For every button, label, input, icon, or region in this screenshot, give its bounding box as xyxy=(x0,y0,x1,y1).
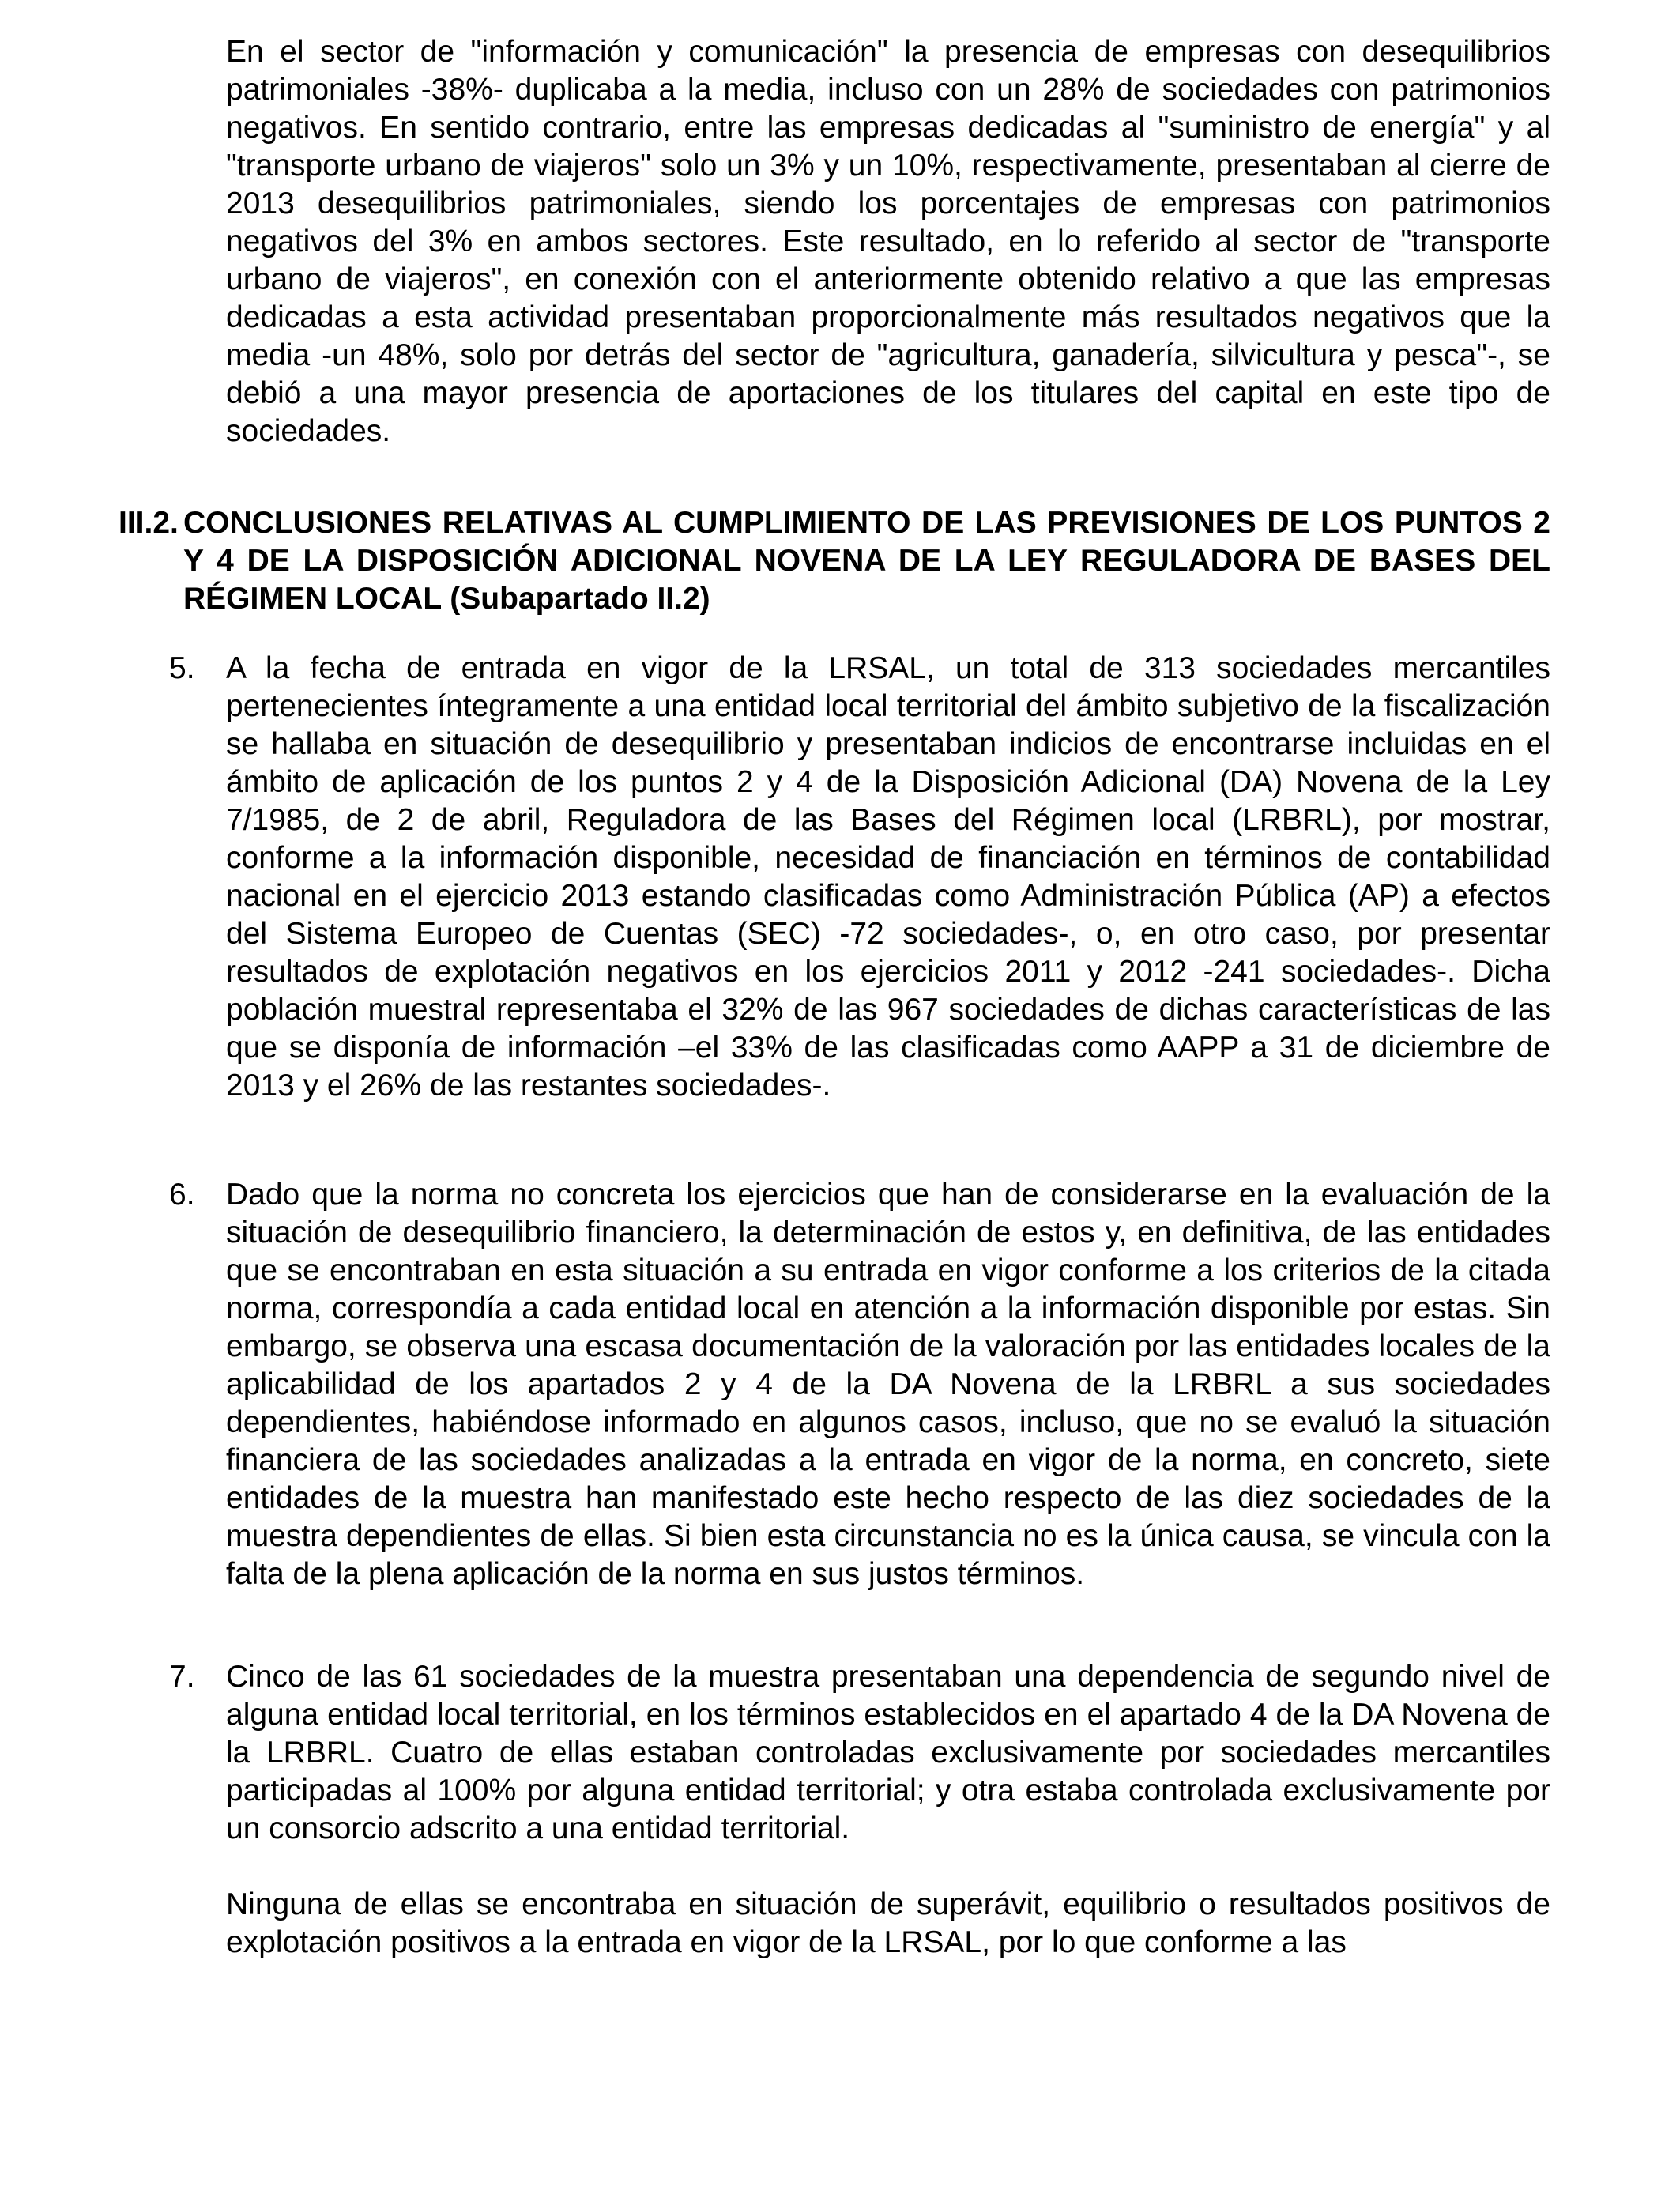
paragraph-text: Cinco de las 61 sociedades de la muestra presentaban una dependencia de segundo nivel de alguna entidad local territorial, en los términos establecidos en el apartado 4 de la DA Novena de la LRBRL. Cuatro de ellas estaban controladas exclusivamente por sociedades mercantiles participadas al 100% por alguna entidad territorial; y otra estaba controlada exclusivamente por un consorcio adscrito a una entidad territorial. xyxy=(226,1660,1550,1845)
numbered-paragraph-6 xyxy=(169,1176,1550,1593)
continuation-paragraph: Ninguna de ellas se encontraba en situación de superávit, equilibrio o resultados positivos de explotación positivos a la entrada en vigor de la LRSAL, por lo que conforme a las xyxy=(226,1887,1550,1959)
paragraph-number: 6. xyxy=(169,1178,195,1212)
paragraph-text: Dado que la norma no concreta los ejercicios que han de considerarse en la evaluación de la situación de desequilibrio financiero, la determinación de estos y, en definitiva, de las entidades que se encontraban en esta situación a su entrada en vigor conforme a los criterios de la citada norma, correspondía a cada entidad local en atención a la información disponible por estas. Sin embargo, se observa una escasa documentación de la valoración por las entidades locales de la aplicabilidad de los apartados 2 y 4 de la DA Novena de la LRBRL a sus sociedades dependientes, habiéndose informado en algunos casos, incluso, que no se evaluó la situación financiera de las sociedades analizadas a la entrada en vigor de la norma, en concreto, siete entidades de la muestra han manifestado este hecho respecto de las diez sociedades de la muestra dependientes de ellas. Si bien esta circunstancia no es la única causa, se vincula con la falta de la plena aplicación de la norma en sus justos términos. xyxy=(226,1178,1550,1591)
paragraph-number: 5. xyxy=(169,651,195,685)
numbered-paragraph-5 xyxy=(169,650,1550,1105)
section-title: CONCLUSIONES RELATIVAS AL CUMPLIMIENTO DE LAS PREVISIONES DE LOS PUNTOS 2 Y 4 DE LA DISPOSICIÓN ADICIONAL NOVENA DE LA LEY REGULADORA DE BASES DEL RÉGIMEN LOCAL (Subapartado II.2) xyxy=(183,506,1550,616)
paragraph-number: 7. xyxy=(169,1660,195,1694)
intro-paragraph: En el sector de "información y comunicación" la presencia de empresas con desequilibrios patrimoniales -38%- duplicaba a la media, incluso con un 28% de sociedades con patrimonios negativos. En sentido contrario, entre las empresas dedicadas al "suministro de energía" y al "transporte urbano de viajeros" solo un 3% y un 10%, respectivamente, presentaban al cierre de 2013 desequilibrios patrimoniales, siendo los porcentajes de empresas con patrimonios negativos del 3% en ambos sectores. Este resultado, en lo referido al sector de "transporte urbano de viajeros", en conexión con el anteriormente obtenido relativo a que las empresas dedicadas a esta actividad presentaban proporcionalmente más resultados negativos que la media -un 48%, solo por detrás del sector de "agricultura, ganadería, silvicultura y pesca"-, se debió a una mayor presencia de aportaciones de los titulares del capital en este tipo de sociedades. xyxy=(226,35,1550,448)
paragraph-text: A la fecha de entrada en vigor de la LRSAL, un total de 313 sociedades mercantiles pertenecientes íntegramente a una entidad local territorial del ámbito subjetivo de la fiscalización se hallaba en situación de desequilibrio y presentaban indicios de encontrarse incluidas en el ámbito de aplicación de los puntos 2 y 4 de la Disposición Adicional (DA) Novena de la Ley 7/1985, de 2 de abril, Reguladora de las Bases del Régimen local (LRBRL), por mostrar, conforme a la información disponible, necesidad de financiación en términos de contabilidad nacional en el ejercicio 2013 estando clasificadas como Administración Pública (AP) a efectos del Sistema Europeo de Cuentas (SEC) -72 sociedades-, o, en otro caso, por presentar resultados de explotación negativos en los ejercicios 2011 y 2012 -241 sociedades-. Dicha población muestral representaba el 32% de las 967 sociedades de dichas características de las que se disponía de información –el 33% de las clasificadas como AAPP a 31 de diciembre de 2013 y el 26% de las restantes sociedades-. xyxy=(226,651,1550,1103)
numbered-paragraph-7 xyxy=(169,1658,1550,1848)
section-number: III.2. xyxy=(119,506,179,540)
section-heading xyxy=(119,504,1550,618)
